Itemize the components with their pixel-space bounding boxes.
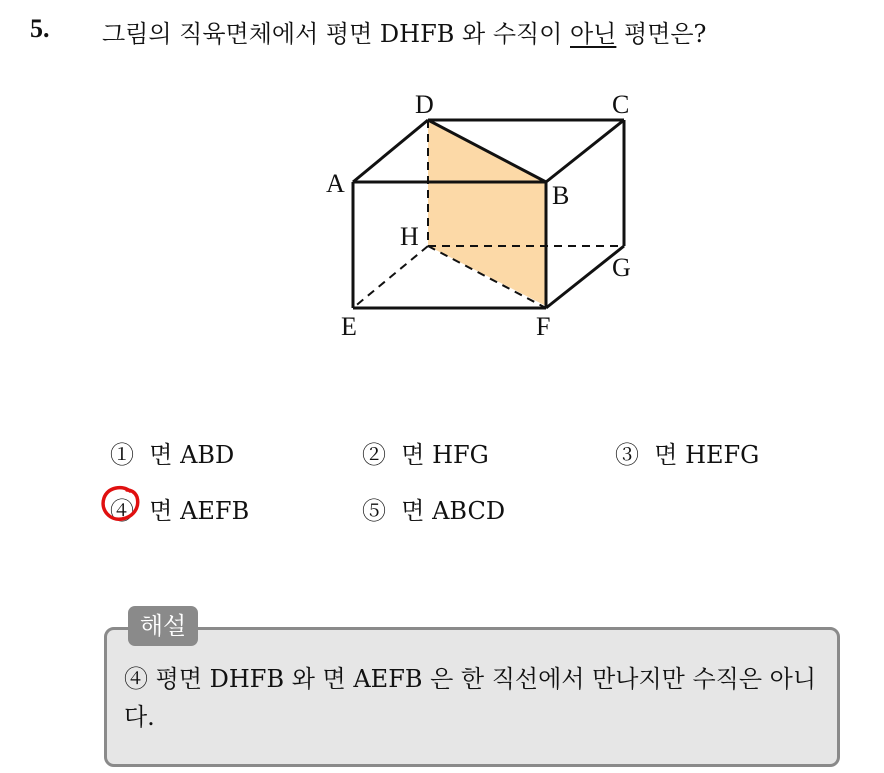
- vertex-label-a: A: [326, 169, 345, 198]
- question-text-underlined: 아닌: [570, 20, 617, 48]
- choice-5-text: 면 ABCD: [401, 497, 506, 525]
- choice-5[interactable]: [362, 491, 505, 526]
- solution-label: 해설: [128, 606, 198, 646]
- vertex-label-c: C: [612, 90, 630, 119]
- question-text-after: 평면은?: [616, 20, 707, 48]
- choice-3-marker: ③: [615, 441, 639, 469]
- vertex-label-e: E: [341, 312, 357, 341]
- choice-2-text: 면 HFG: [401, 441, 489, 469]
- choice-5-marker: ⑤: [362, 497, 386, 525]
- question-number: 5.: [30, 14, 50, 43]
- vertex-label-g: G: [612, 253, 631, 282]
- choice-4-marker: ④: [110, 497, 134, 525]
- choice-2[interactable]: [362, 435, 489, 470]
- selected-answer-circle-mark: [100, 484, 144, 524]
- choice-2-marker: ②: [362, 441, 386, 469]
- choice-1-marker: ①: [110, 441, 134, 469]
- edge-he: [353, 246, 428, 308]
- choice-3[interactable]: [615, 435, 759, 470]
- edge-bc: [546, 120, 624, 182]
- vertex-label-b: B: [552, 181, 570, 210]
- choice-4-text: 면 AEFB: [149, 497, 250, 525]
- choice-1[interactable]: [110, 435, 234, 470]
- choice-1-text: 면 ABD: [149, 441, 235, 469]
- choice-3-text: 면 HEFG: [654, 441, 760, 469]
- vertex-label-f: F: [536, 312, 551, 341]
- vertex-label-h: H: [400, 222, 419, 251]
- vertex-label-d: D: [415, 90, 434, 119]
- solution-text: ④ 평면 DHFB 와 면 AEFB 은 한 직선에서 만나지만 수직은 아니다.: [124, 665, 817, 731]
- shaded-plane-dhfb: [428, 120, 546, 306]
- edge-ad: [353, 120, 428, 182]
- question-text-before: 그림의 직육면체에서 평면 DHFB 와 수직이: [102, 20, 570, 48]
